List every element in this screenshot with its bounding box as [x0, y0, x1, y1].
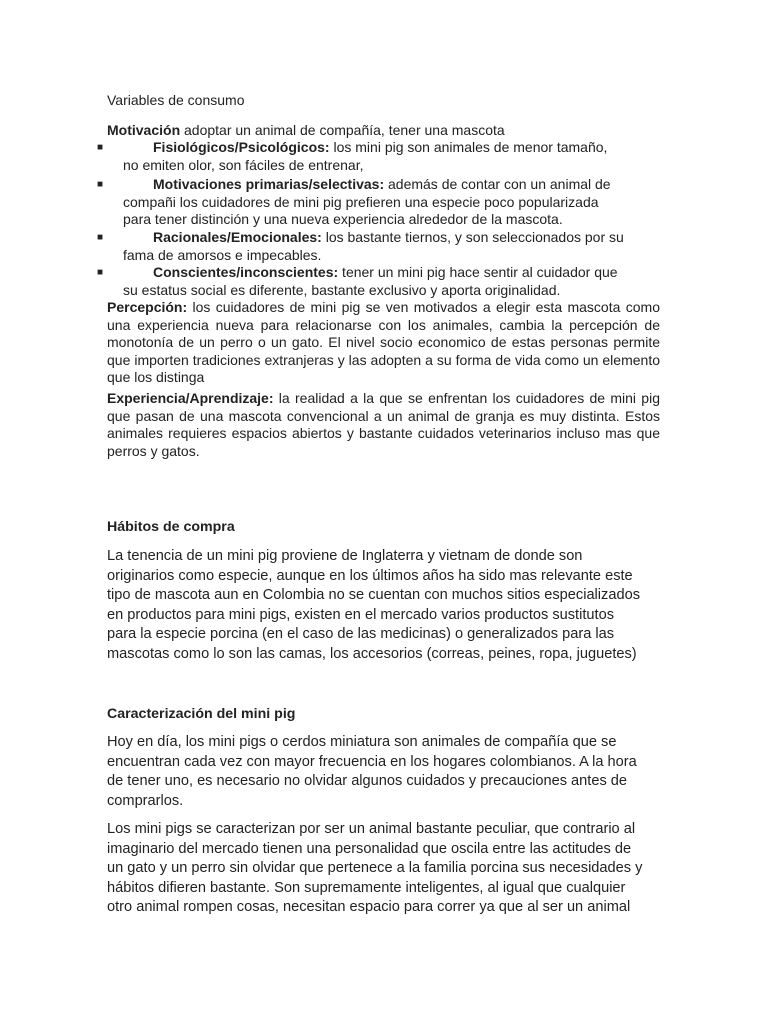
paragraph-line: comprarlos. [107, 792, 184, 809]
habitos-paragraph [107, 547, 660, 665]
percepcion-text: los cuidadores de mini pig se ven motivados a elegir esta mascota como una experiencia nueva para relacionarse con los animales, cambia la percepción de monotonía de un perro o un gato. El nivel socio economico de estas personas permite que importen tradiciones extranjeras y las adopten a su forma de vida como un elemento que los distinga [107, 299, 660, 385]
experiencia-label: Experiencia/Aprendizaje: [107, 390, 274, 406]
bullet-icon: ■ [97, 142, 104, 153]
bullet-item [97, 139, 660, 174]
bullet-item [97, 229, 660, 264]
bullet-icon: ■ [97, 267, 104, 278]
bullet-label: Conscientes/inconscientes: [153, 264, 339, 280]
paragraph-line: en productos para mini pigs, existen en el mercado varios productos sustitutos [107, 606, 614, 623]
experiencia-text: la realidad a la que se enfrentan los cuidadores de mini pig que pasan de una mascota convencional a un animal de granja es muy distinta. Estos animales requieres espacios abiertos y bastante cuidados veterinarios incluso mas que perros y gatos. [107, 390, 660, 459]
bullet-text: no emiten olor, son fáciles de entrenar, [123, 156, 364, 173]
habitos-heading: Hábitos de compra [107, 519, 235, 535]
paragraph-line: Los mini pigs se caracterizan por ser un animal bastante peculiar, que contrario al [107, 821, 636, 837]
paragraph-line: imaginario del mercado tienen una personalidad que oscila entre las actitudes de [107, 840, 632, 857]
paragraph-line: un gato y un perro sin olvidar que pertenece a la familia porcina sus necesidades y [107, 860, 643, 877]
caracterizacion-paragraph-1 [107, 733, 660, 811]
paragraph-line: hábitos difieren bastante. Son supremamente inteligentes, al igual que cualquier [107, 879, 626, 896]
section-title: Variables de consumo [107, 92, 245, 108]
caracterizacion-paragraph-2 [107, 820, 660, 918]
bullet-text: los mini pig son animales de menor tamaño, [329, 139, 608, 155]
paragraph-line: mascotas como lo son las camas, los accesorios (correas, peines, ropa, juguetes) [107, 645, 637, 662]
bullet-item [97, 176, 660, 229]
bullet-text: compañi los cuidadores de mini pig prefieren una especie poco popularizada [123, 193, 599, 210]
paragraph-line: Hoy en día, los mini pigs o cerdos miniatura son animales de compañía que se [107, 734, 617, 750]
bullet-label: Racionales/Emocionales: [153, 229, 322, 245]
bullet-text: para tener distinción y una nueva experiencia alrededor de la mascota. [123, 211, 563, 227]
bullet-icon: ■ [97, 179, 104, 190]
percepcion-paragraph [107, 299, 660, 387]
bullet-text: su estatus social es diferente, bastante exclusivo y aporta originalidad. [123, 281, 561, 298]
bullet-label: Motivaciones primarias/selectivas: [153, 176, 385, 192]
caracterizacion-heading: Caracterización del mini pig [107, 706, 296, 722]
paragraph-line: originarios como especie, aunque en los últimos años ha sido mas relevante este [107, 567, 633, 584]
percepcion-label: Percepción: [107, 299, 188, 315]
paragraph-line: La tenencia de un mini pig proviene de Inglaterra y vietnam de donde son [107, 548, 583, 564]
motivacion-label: Motivación [107, 122, 181, 138]
motivacion-text: adoptar un animal de compañía, tener una mascota [180, 122, 505, 138]
bullet-text: tener un mini pig hace sentir al cuidador que [338, 264, 618, 280]
paragraph-line: para la especie porcina (en el caso de las medicinas) o generalizados para las [107, 626, 615, 643]
bullet-item [97, 264, 660, 299]
paragraph-line: otro animal rompen cosas, necesitan espacio para correr ya que al ser un animal [107, 899, 631, 916]
paragraph-line: encuentran cada vez con mayor frecuencia en los hogares colombianos. A la hora [107, 753, 637, 770]
bullet-icon: ■ [97, 232, 104, 243]
motivacion-line [107, 122, 660, 140]
experiencia-paragraph [107, 390, 660, 460]
paragraph-line: tipo de mascota aun en Colombia no se cuentan con muchos sitios especializados [107, 587, 640, 604]
bullet-text: además de contar con un animal de [384, 176, 611, 192]
bullet-label: Fisiológicos/Psicológicos: [153, 139, 330, 155]
bullet-text: fama de amorsos e impecables. [123, 246, 322, 263]
paragraph-line: de tener uno, es necesario no olvidar algunos cuidados y precauciones antes de [107, 773, 628, 790]
bullet-text: los bastante tiernos, y son seleccionados por su [321, 229, 624, 245]
